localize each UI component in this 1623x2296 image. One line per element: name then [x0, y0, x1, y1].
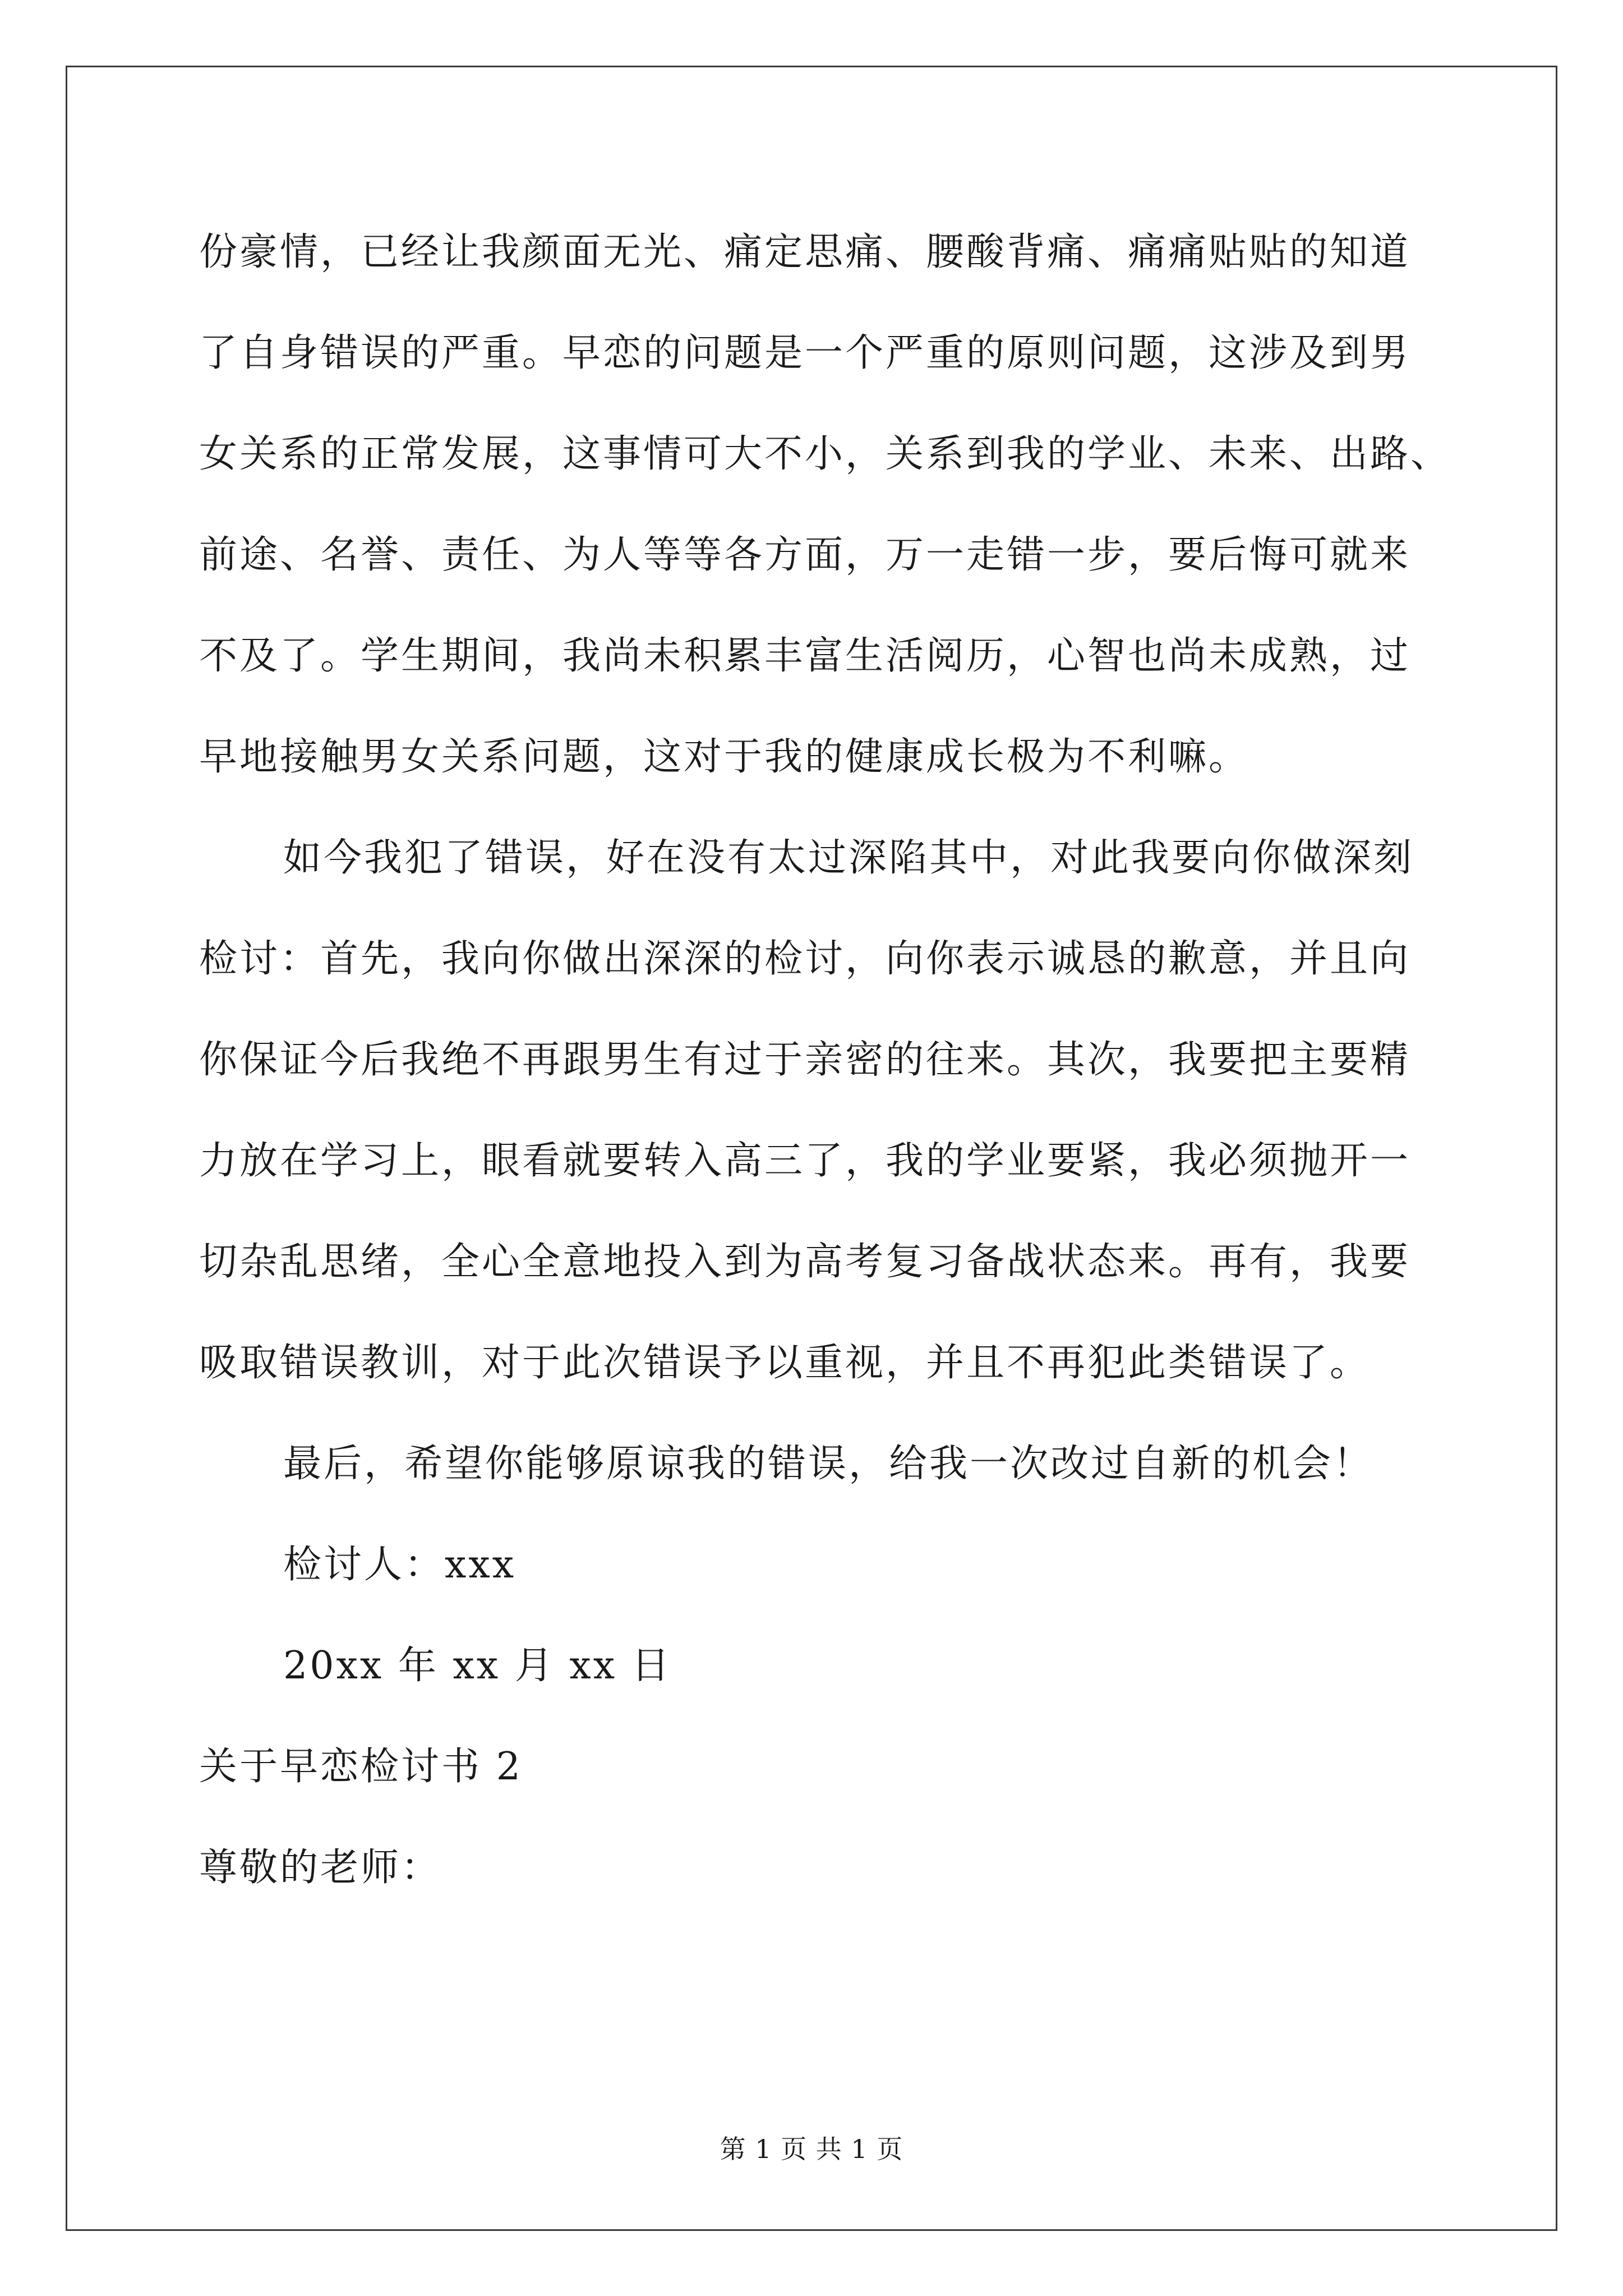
date-line: 20xx 年 xx 月 xx 日 — [283, 1644, 672, 1688]
section-title: 关于早恋检讨书 2 — [199, 1745, 523, 1789]
text-line: 力放在学习上，眼看就要转入高三了，我的学业要紧，我必须抛开一 — [199, 1139, 1411, 1183]
text-line: 女关系的正常发展，这事情可大不小，关系到我的学业、未来、出路、 — [199, 432, 1451, 476]
text-line: 你保证今后我绝不再跟男生有过于亲密的往来。其次，我要把主要精 — [199, 1038, 1411, 1082]
signature-line: 检讨人：xxx — [283, 1543, 517, 1587]
text-line: 吸取错误教训，对于此次错误予以重视，并且不再犯此类错误了。 — [199, 1341, 1371, 1385]
document-body — [199, 213, 1455, 1930]
text-line: 份豪情，已经让我颜面无光、痛定思痛、腰酸背痛、痛痛贴贴的知道 — [199, 230, 1411, 274]
text-line: 早地接触男女关系问题，这对于我的健康成长极为不利嘛。 — [199, 735, 1249, 779]
text-line: 了自身错误的严重。早恋的问题是一个严重的原则问题，这涉及到男 — [199, 331, 1411, 375]
text-line: 前途、名誉、责任、为人等等各方面，万一走错一步，要后悔可就来 — [199, 533, 1411, 577]
text-line: 检讨：首先，我向你做出深深的检讨，向你表示诚恳的歉意，并且向 — [199, 937, 1411, 981]
text-line: 最后，希望你能够原谅我的错误，给我一次改过自新的机会！ — [283, 1442, 1374, 1486]
text-line: 切杂乱思绪，全心全意地投入到为高考复习备战状态来。再有，我要 — [199, 1240, 1411, 1284]
text-line: 如今我犯了错误，好在没有太过深陷其中，对此我要向你做深刻 — [283, 836, 1414, 880]
page-footer: 第 1 页 共 1 页 — [720, 2134, 903, 2164]
text-line: 不及了。学生期间，我尚未积累丰富生活阅历，心智也尚未成熟，过 — [199, 634, 1411, 678]
salutation: 尊敬的老师： — [199, 1846, 442, 1890]
